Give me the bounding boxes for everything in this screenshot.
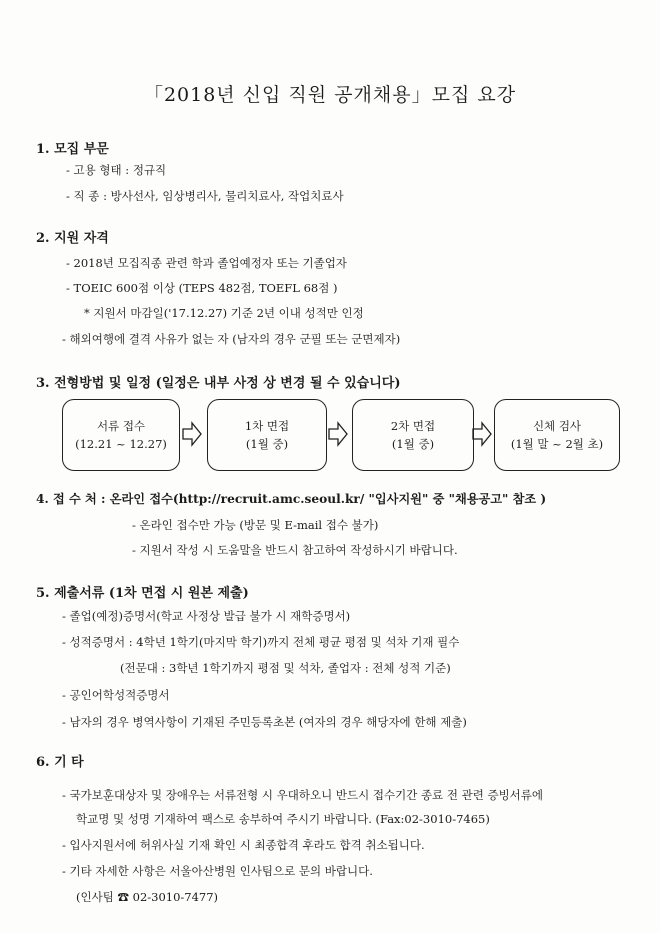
section-2-item: - 해외여행에 결격 사유가 없는 자 (남자의 경우 군필 또는 군면제자) <box>62 332 401 346</box>
step-date: (1월 중) <box>391 437 435 451</box>
arrow-right-icon <box>182 421 202 447</box>
section-4-heading: 4. 접 수 처 : 온라인 접수(http://recruit.amc.seoul.kr/ "입사지원" 중 "채용공고" 참조 ) <box>36 492 547 506</box>
section-6-item-continued: 학교명 및 성명 기재하여 팩스로 송부하여 주시기 바랍니다. (Fax:02-3010-7465) <box>76 812 490 826</box>
step-document-screening <box>62 399 180 471</box>
section-2-note: * 지원서 마감일('17.12.27) 기준 2년 이내 성적만 인정 <box>84 306 364 320</box>
section-5-item: - 공인어학성적증명서 <box>62 688 170 702</box>
selection-process-flow <box>62 399 622 471</box>
section-1-heading: 1. 모집 부문 <box>36 142 109 157</box>
page-title: 「2018년 신입 직원 공개채용」모집 요강 <box>143 84 517 106</box>
section-2-item: - 2018년 모집직종 관련 학과 졸업예정자 또는 기졸업자 <box>66 256 347 270</box>
section-5-item: - 성적증명서 : 4학년 1학기(마지막 학기)까지 전체 평균 평점 및 석차 기재 필수 <box>62 635 460 649</box>
section-6-heading: 6. 기 타 <box>36 755 84 770</box>
step-date: (12.21 ~ 12.27) <box>75 437 167 451</box>
step-name: 신체 검사 <box>532 419 582 433</box>
step-second-interview <box>352 399 474 471</box>
step-date: (1월 중) <box>245 437 289 451</box>
section-5-item: - 졸업(예정)증명서(학교 사정상 발급 불가 시 재학증명서) <box>62 609 351 623</box>
section-4-item: - 온라인 접수만 가능 (방문 및 E-mail 접수 불가) <box>132 518 379 532</box>
section-5-heading: 5. 제출서류 (1차 면접 시 원본 제출) <box>36 586 249 601</box>
section-5-item: - 남자의 경우 병역사항이 기재된 주민등록초본 (여자의 경우 해당자에 한해 제출) <box>62 715 467 729</box>
step-name: 서류 접수 <box>96 419 146 433</box>
section-1-item: - 직 종 : 방사선사, 임상병리사, 물리치료사, 작업치료사 <box>66 189 344 203</box>
section-6-item: - 기타 자세한 사항은 서울아산병원 인사팀으로 문의 바랍니다. <box>62 864 373 878</box>
step-name: 2차 면접 <box>390 419 436 433</box>
step-name: 1차 면접 <box>244 419 290 433</box>
section-1-item: - 고용 형태 : 정규직 <box>66 163 167 177</box>
step-first-interview <box>207 399 327 471</box>
section-2-heading: 2. 지원 자격 <box>36 231 109 246</box>
section-6-item: - 국가보훈대상자 및 장애우는 서류전형 시 우대하오니 반드시 접수기간 종료 전 관련 증빙서류에 <box>62 788 543 802</box>
arrow-right-icon <box>328 421 348 447</box>
section-2-item: - TOEIC 600점 이상 (TEPS 482점, TOEFL 68점 ) <box>66 281 338 295</box>
step-medical-check <box>494 399 620 471</box>
step-date: (1월 말 ~ 2월 초) <box>510 437 604 451</box>
section-3-heading: 3. 전형방법 및 일정 (일정은 내부 사정 상 변경 될 수 있습니다) <box>36 376 401 391</box>
section-5-subitem: (전문대 : 3학년 1학기까지 평점 및 석차, 졸업자 : 전체 성적 기준) <box>120 661 451 675</box>
section-4-item: - 지원서 작성 시 도움말을 반드시 참고하여 작성하시기 바랍니다. <box>132 543 458 557</box>
section-6-item: - 입사지원서에 허위사실 기재 확인 시 최종합격 후라도 합격 취소됩니다. <box>62 838 425 852</box>
arrow-right-icon <box>472 421 492 447</box>
hr-contact-phone: (인사팀 ☎ 02-3010-7477) <box>76 890 219 904</box>
